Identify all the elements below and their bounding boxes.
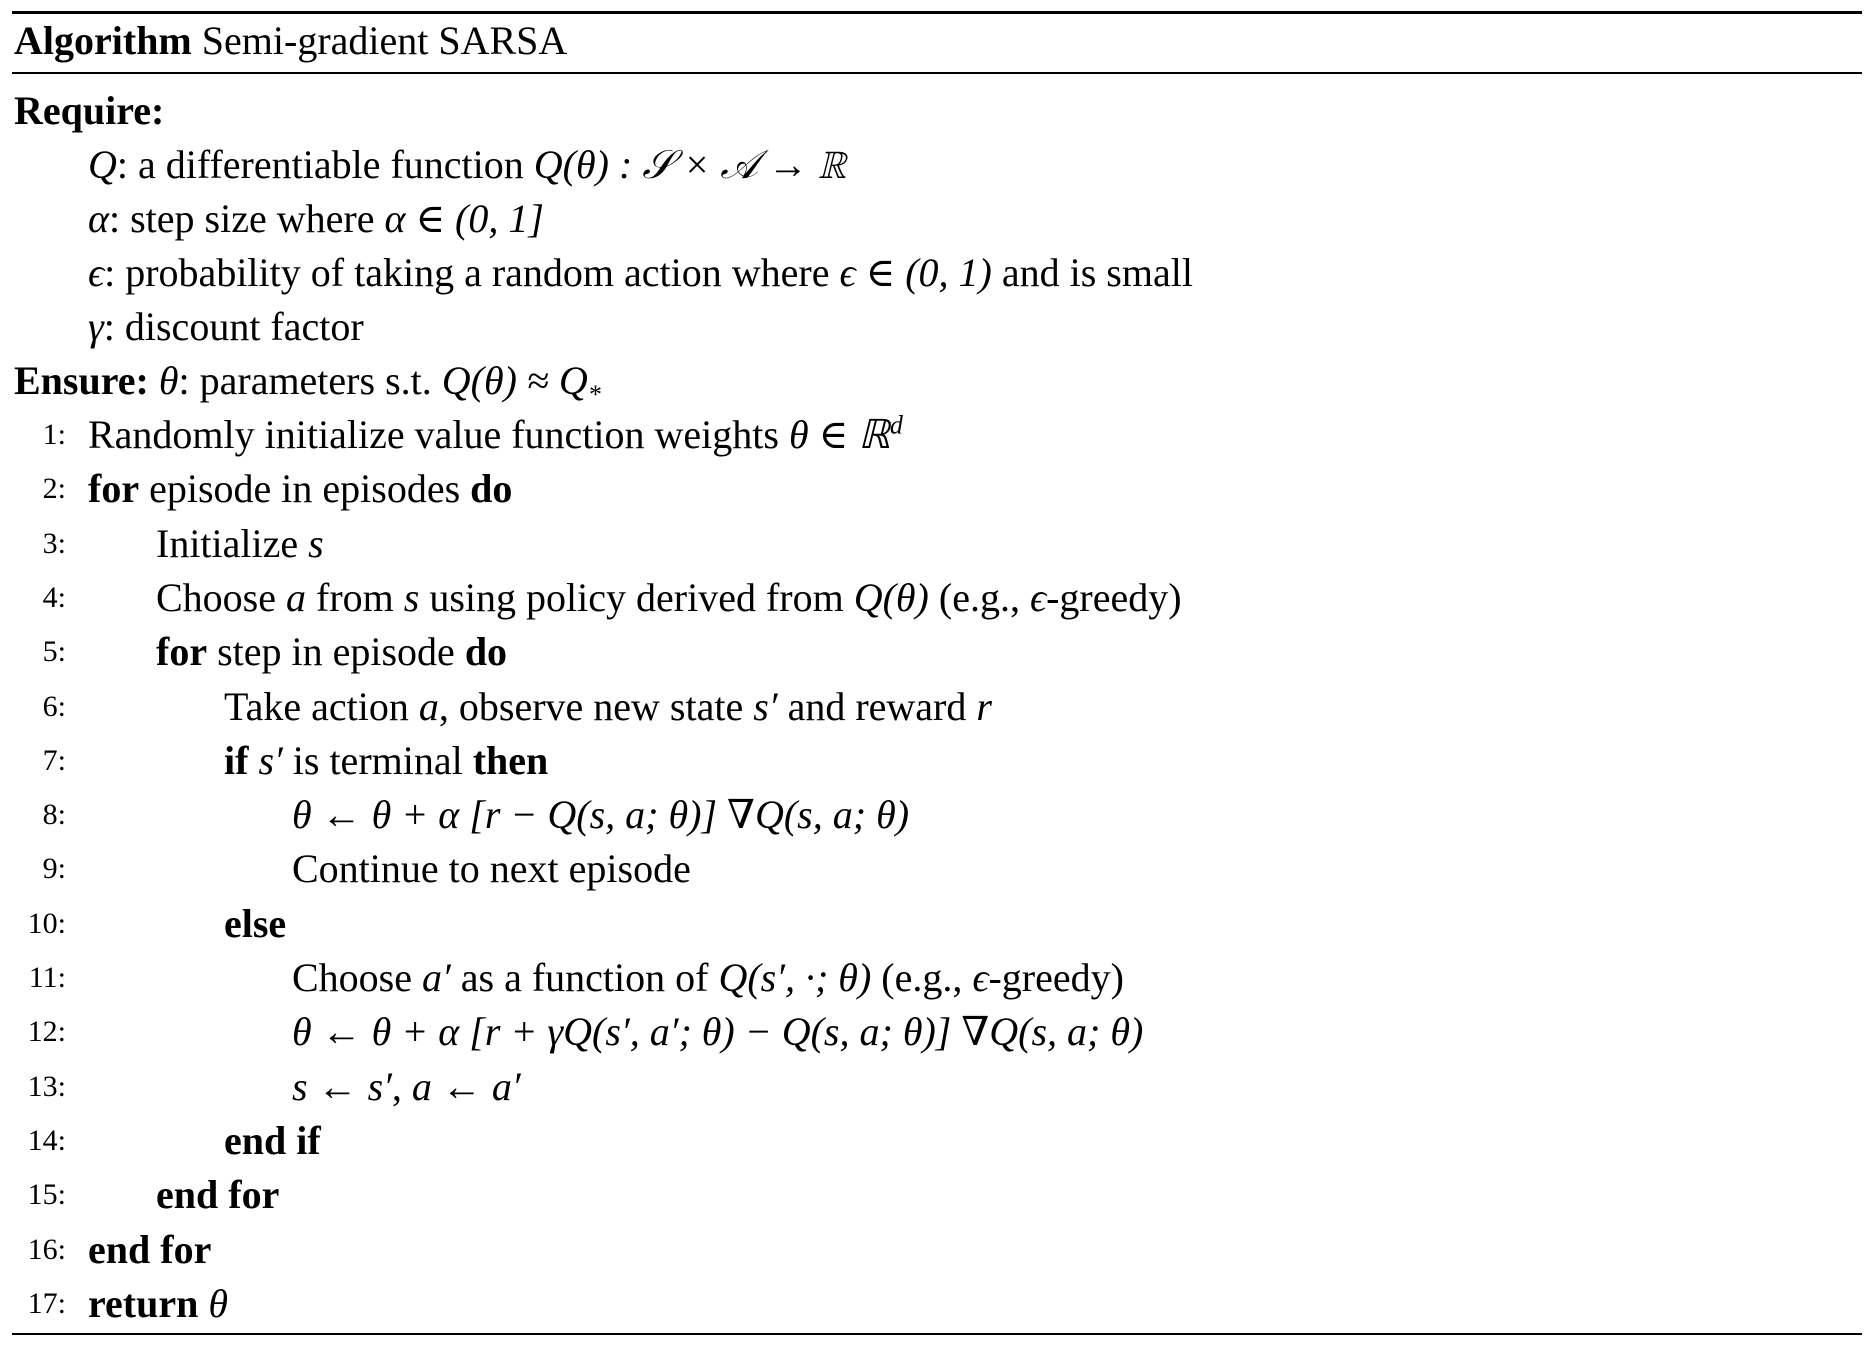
line-number: 9:: [42, 852, 66, 886]
math-expression: a′: [422, 955, 451, 1000]
math-expression: θ ← θ + α [r − Q(s, a; θ)] ∇Q(s, a; θ): [292, 792, 910, 838]
step-content: [292, 1060, 521, 1114]
line-number: 10:: [27, 906, 66, 940]
algorithm-step: [0, 788, 1860, 842]
keyword: end for: [88, 1226, 212, 1272]
algorithm-step: [0, 1168, 1860, 1222]
math-expression: s: [403, 574, 420, 620]
step-text: Continue to next episode: [292, 846, 691, 892]
line-number: 13:: [27, 1069, 66, 1103]
algorithm-step: [0, 897, 1860, 951]
keyword: for: [88, 466, 140, 512]
step-text: Randomly initialize value function weights: [88, 412, 789, 457]
step-content: [224, 734, 548, 788]
math-expression: Q(s′, ·; θ): [718, 955, 872, 1000]
line-number: 2:: [42, 472, 66, 506]
algorithm-step: [0, 1277, 1860, 1331]
ensure-symbol: θ: [158, 358, 179, 403]
line-number: 17:: [27, 1286, 66, 1320]
require-symbol: α: [88, 196, 109, 241]
step-content: [292, 788, 909, 842]
step-text: (e.g.,: [928, 574, 1030, 620]
line-number: 15:: [27, 1178, 66, 1212]
algorithm-step: [0, 842, 1860, 896]
algorithm-step: [0, 1223, 1860, 1277]
require-tail: and is small: [991, 250, 1193, 295]
require-item-epsilon: [88, 246, 1193, 300]
math-expression: ϵ: [972, 955, 989, 1000]
algorithm-step: [0, 517, 1860, 571]
step-content: [88, 1223, 211, 1277]
step-text: ,: [391, 1063, 412, 1109]
math-expression: s: [308, 520, 324, 566]
keyword: do: [464, 629, 508, 675]
math-expression: s′: [258, 737, 283, 783]
require-item-gamma: [88, 300, 364, 354]
line-number: 6:: [42, 689, 66, 723]
step-content: [88, 408, 903, 462]
step-text: , observe new state: [438, 683, 754, 729]
algorithm-step: [0, 1005, 1860, 1059]
step-text: episode in episodes: [139, 466, 471, 512]
keyword: else: [224, 900, 287, 946]
algorithm-step: [0, 1114, 1860, 1168]
require-text: : a differentiable function: [116, 142, 534, 187]
caption-keyword: Algorithm: [14, 18, 192, 63]
require-math: ϵ ∈ (0, 1): [839, 250, 992, 295]
step-text: is terminal: [282, 737, 473, 783]
line-number: 11:: [28, 961, 66, 994]
require-text: : probability of taking a random action where: [104, 250, 840, 295]
line-number: 12:: [27, 1015, 66, 1049]
ensure-text: : parameters s.t.: [178, 358, 442, 403]
step-content: [224, 897, 286, 951]
algorithm-step: [0, 1060, 1860, 1114]
math-expression: θ ← θ + α [r + γQ(s′, a′; θ) − Q(s, a; θ)] ∇Q(s, a; θ): [292, 1009, 1144, 1055]
require-label: Require:: [14, 88, 165, 133]
math-expression: s′: [753, 683, 778, 729]
math-expression: r: [976, 683, 992, 729]
line-number: 14:: [27, 1123, 66, 1157]
step-text: Choose: [156, 574, 286, 620]
step-content: [88, 1277, 228, 1331]
math-expression: θ: [208, 1280, 229, 1326]
line-number: 3:: [42, 526, 66, 560]
math-expression: a: [418, 683, 439, 729]
step-content: [292, 842, 691, 896]
step-text: [248, 738, 258, 783]
keyword: return: [88, 1280, 199, 1326]
bottom-rule: [12, 1333, 1862, 1335]
require-text: : step size where: [109, 196, 385, 241]
step-content: [292, 951, 1124, 1005]
require-symbol: γ: [88, 304, 104, 349]
line-number: 16:: [27, 1232, 66, 1266]
step-content: [156, 571, 1182, 625]
step-content: [156, 625, 507, 679]
keyword: if: [224, 737, 249, 783]
line-number: 5:: [42, 635, 66, 669]
math-expression: a: [286, 574, 306, 620]
line-number: 4:: [42, 580, 66, 614]
step-content: [88, 462, 512, 516]
step-text: (e.g.,: [871, 955, 973, 1000]
math-expression: ϵ: [1029, 574, 1047, 620]
step-content: [156, 517, 324, 571]
algorithm-step: [0, 734, 1860, 788]
caption-title: Semi-gradient SARSA: [201, 18, 568, 63]
ensure-label: Ensure:: [14, 358, 149, 403]
step-text: and reward: [777, 683, 977, 729]
keyword: then: [472, 737, 549, 783]
keyword: do: [470, 466, 513, 512]
step-content: [292, 1005, 1143, 1059]
algorithm-step: [0, 571, 1860, 625]
step-text: -greedy): [988, 955, 1124, 1000]
line-number: 8:: [42, 798, 66, 832]
step-text: using policy derived from: [419, 574, 854, 620]
require-math: Q(θ) : 𝒮 × 𝒜 → ℝ: [533, 142, 847, 187]
math-expression: a ← a′: [411, 1063, 521, 1109]
require-item-q: [88, 138, 846, 192]
line-number: 7:: [42, 743, 66, 777]
algorithm-step: [0, 680, 1860, 734]
step-text: step in episode: [207, 629, 465, 675]
caption-rule: [12, 72, 1862, 74]
require-text: : discount factor: [103, 304, 364, 349]
algorithm-step: [0, 951, 1860, 1005]
step-text: Take action: [224, 683, 419, 729]
step-text: [198, 1281, 208, 1326]
require-math: α ∈ (0, 1]: [384, 196, 544, 241]
line-number: 1:: [42, 418, 66, 451]
step-content: [156, 1168, 279, 1222]
step-content: [224, 680, 992, 734]
math-expression: Q(θ): [853, 574, 929, 620]
step-text: -greedy): [1046, 574, 1182, 620]
keyword: end for: [156, 1172, 280, 1218]
step-text: Choose: [292, 955, 422, 1000]
ensure-subscript: *: [587, 380, 601, 409]
keyword: for: [156, 629, 208, 675]
ensure-math: Q(θ) ≈ Q: [441, 358, 588, 403]
algorithm-step: [0, 462, 1860, 516]
require-symbol: ϵ: [88, 250, 105, 295]
algorithm-step: [0, 408, 1860, 462]
require-symbol: Q: [88, 142, 117, 187]
ensure-line: [14, 354, 601, 408]
step-text: from: [306, 574, 404, 620]
require-label-line: [14, 84, 164, 138]
math-expression: θ ∈ ℝ: [788, 412, 890, 457]
superscript: d: [889, 410, 903, 440]
step-text: Initialize: [156, 520, 309, 566]
algorithm-step: [0, 625, 1860, 679]
require-item-alpha: [88, 192, 544, 246]
algorithm-caption: [14, 14, 567, 68]
step-text: as a function of: [450, 955, 719, 1000]
keyword: end if: [224, 1117, 321, 1163]
math-expression: s ← s′: [292, 1063, 392, 1109]
step-content: [224, 1114, 321, 1168]
